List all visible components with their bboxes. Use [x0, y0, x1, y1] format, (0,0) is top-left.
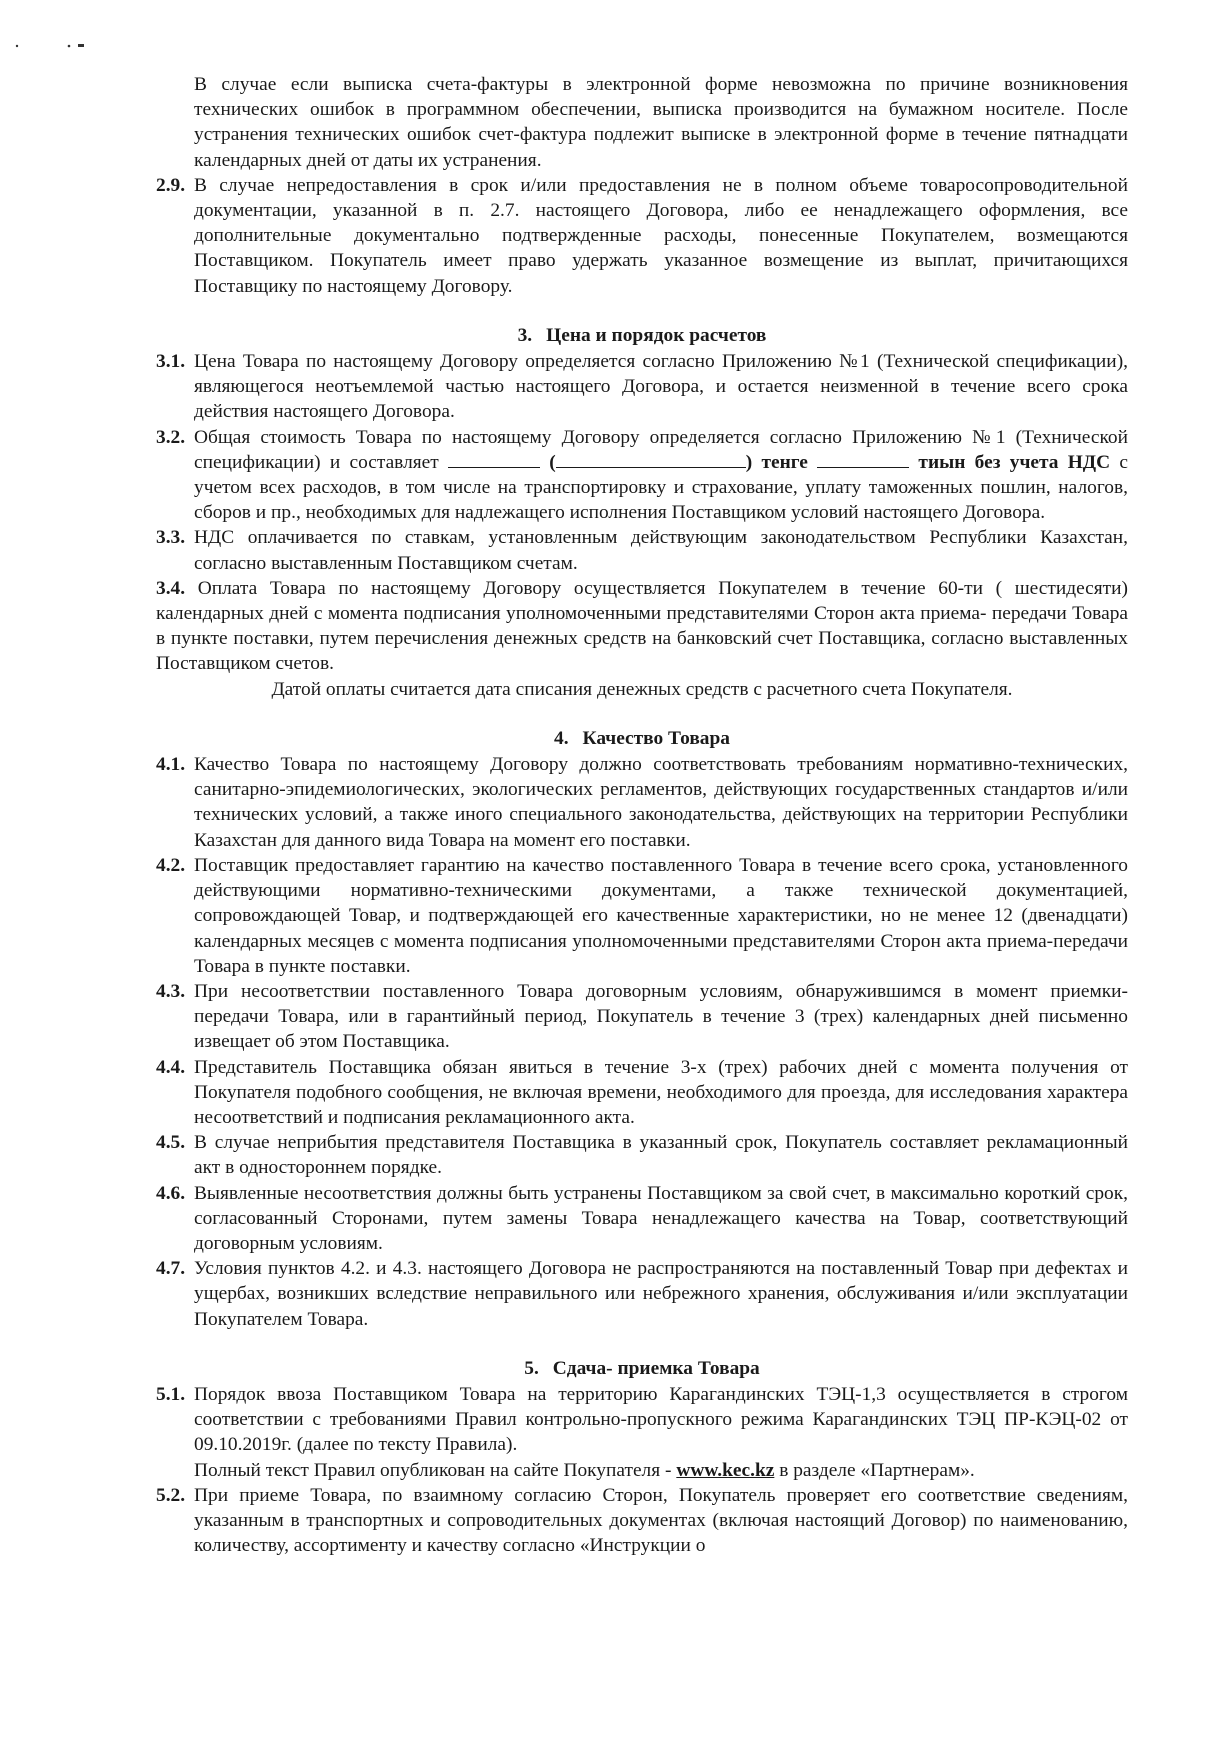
clause-text-part: Полный текст Правил опубликован на сайте Покупателя - — [194, 1459, 672, 1481]
clause-text-part: с учетом всех расходов, в том числе на транспортировку и страхование, уплату таможенных пошлин, налогов, сборов и пр., необходимых для надлежащего исполнения Поставщиком условий настоящего Договора. — [194, 451, 1128, 524]
clause-number: 2.9. — [156, 174, 186, 196]
clause-3-1 — [156, 349, 1128, 425]
clause-text — [194, 425, 1128, 526]
clause-text: При несоответствии поставленного Товара договорным условиям, обнаружившимся в момент приемки-передачи Товара, или в гарантийный период, Покупатель в течение 3 (трех) календарных дней письменно извещает об этом Поставщика. — [194, 980, 1128, 1053]
clause-3-4 — [156, 576, 1128, 677]
clause-text: Представитель Поставщика обязан явиться в течение 3-х (трех) рабочих дней с момента получения от Покупателя подобного сообщения, не включая времени, необходимого для проезда, для исследования характера несоответствий и подписания рекламационного акта. — [194, 1056, 1128, 1128]
clause-text: В случае непредоставления в срок и/или предоставления не в полном объеме товаросопроводительной документации, указанной в п. 2.7. настоящего Договора, либо ее ненадлежащего оформления, все дополнительные документально подтвержденные расходы, понесенные Покупателем, возмещаются Поставщиком. Покупатель имеет право удержать указанное возмещение из выплат, причитающихся Поставщику по настоящему Договору. — [194, 174, 1128, 297]
clause-number: 5.2. — [156, 1484, 186, 1506]
clause-text: Выявленные несоответствия должны быть устранены Поставщиком за свой счет, в максимально короткий срок, согласованный Сторонами, путем замены Товара ненадлежащего качества на Товар, соответствующий договорным условиям. — [194, 1182, 1128, 1254]
clause-3-2 — [156, 425, 1128, 526]
clause-number: 4.7. — [156, 1258, 186, 1280]
clause-5-2 — [156, 1483, 1128, 1559]
section-title: Качество Товара — [582, 727, 730, 749]
clause-4-5 — [156, 1130, 1128, 1180]
section-4-heading — [156, 726, 1128, 751]
clause-text — [194, 1382, 1128, 1483]
section-title: Сдача- приемка Товара — [552, 1357, 760, 1379]
clause-number: 3.4. — [156, 577, 186, 599]
clause-text: Цена Товара по настоящему Договору определяется согласно Приложению №1 (Технической спецификации), являющегося неотъемлемой частью настоящего Договора, и остается неизменной в течение всего срока действия настоящего Договора. — [194, 351, 1128, 423]
clause-number: 3.2. — [156, 426, 186, 448]
section-3-heading — [156, 323, 1128, 348]
section-number: 3. — [517, 324, 533, 346]
clause-4-6 — [156, 1181, 1128, 1257]
clause-4-2 — [156, 853, 1128, 979]
clause-text: Качество Товара по настоящему Договору должно соответствовать требованиям нормативно-технических, санитарно-эпидемиологических, экологических регламентов, действующих государственных стандартов и/или технических условий, а также иного специального законодательства, действующих на территории Республики Казахстан для данного вида Товара на момент его поставки. — [194, 754, 1128, 851]
section-title: Цена и порядок расчетов — [546, 324, 767, 346]
clause-text-part: в разделе «Партнерам». — [779, 1459, 975, 1481]
clause-5-1 — [156, 1382, 1128, 1483]
clause-text: При приеме Товара, по взаимному согласию Сторон, Покупатель проверяет его соответствие сведениям, указанным в транспортных и сопроводительных документах (включая настоящий Договор) по наименованию, количеству, ассортименту и качеству согласно «Инструкции о — [194, 1484, 1128, 1557]
clause-number: 5.1. — [156, 1383, 186, 1405]
website-link[interactable]: www.kec.kz — [676, 1459, 775, 1481]
clause-number: 4.6. — [156, 1182, 186, 1204]
section-number: 5. — [524, 1357, 539, 1379]
paren-open: ( — [549, 451, 556, 473]
clause-4-4 — [156, 1055, 1128, 1131]
paren-close: ) — [745, 451, 753, 473]
clause-text: Поставщик предоставляет гарантию на качество поставленного Товара в течение всего срока, установленного действующими нормативно-техническими документами, а также технической документацией, сопровождающей Товар, и подтверждающей его качественные характеристики, но не менее 12 (двенадцати) календарных месяцев с момента подписания уполномоченными представителями Сторон акта приема-передачи Товара в пункте поставки. — [194, 854, 1128, 977]
clause-text-part: Общая стоимость Товара по настоящему Договору определяется согласно Приложению №1 (Технической спецификации) и составляет — [194, 426, 1128, 473]
clause-text: НДС оплачивается по ставкам, установленным действующим законодательством Республики Казахстан, согласно выставленным Поставщиком счетам. — [194, 527, 1128, 574]
amount-words-blank — [556, 451, 746, 468]
clause-number: 3.3. — [156, 527, 186, 549]
tenge-label: тенге — [761, 451, 808, 473]
clause-4-3 — [156, 979, 1128, 1055]
clause-text-part: Порядок ввоза Поставщиком Товара на территорию Карагандинских ТЭЦ-1,3 осуществляется в строгом соответствии с требованиями Правил контрольно-пропускного режима Карагандинских ТЭЦ ПР-КЭЦ-02 от 09.10.2019г. (далее по тексту Правила). — [194, 1383, 1128, 1456]
clause-text: В случае неприбытия представителя Поставщика в указанный срок, Покупатель составляет рекламационный акт в одностороннем порядке. — [194, 1132, 1128, 1179]
clause-4-7 — [156, 1256, 1128, 1332]
payment-date-note: Датой оплаты считается дата списания денежных средств с расчетного счета Покупателя. — [271, 678, 1013, 700]
clause-number: 3.1. — [156, 351, 186, 373]
clause-text: Оплата Товара по настоящему Договору осуществляется Покупателем в течение 60-ти ( шестидесяти) календарных дней с момента подписания уполномоченными представителями Сторон акта приема- передачи Товара в пункте поставки, путем перечисления денежных средств на банковский счет Поставщика, согласно выставленных Поставщиком счетов. — [156, 577, 1128, 675]
clause-number: 4.5. — [156, 1132, 186, 1154]
clause-number: 4.2. — [156, 854, 186, 876]
clause-number: 4.4. — [156, 1056, 186, 1078]
tiyn-blank — [817, 451, 909, 468]
clause-4-1 — [156, 752, 1128, 853]
clause-3-3 — [156, 525, 1128, 575]
clause-2-9 — [156, 173, 1128, 299]
amount-blank — [448, 451, 540, 468]
section-5-heading — [156, 1356, 1128, 1381]
clause-number: 4.1. — [156, 754, 186, 776]
scan-specks — [14, 40, 104, 52]
clause-text: Условия пунктов 4.2. и 4.3. настоящего Договора не распространяются на поставленный Товар при дефектах и ущербах, возникших вследствие неправильного или небрежного хранения, обслуживания и/или эксплуатации Покупателем Товара. — [194, 1258, 1128, 1330]
clause-number: 4.3. — [156, 980, 186, 1002]
tiyn-label: тиын без учета НДС — [918, 451, 1111, 473]
document-body — [156, 72, 1128, 1558]
invoice-paragraph: В случае если выписка счета-фактуры в электронной форме невозможна по причине возникновения технических ошибок в программном обеспечении, выписка производится на бумажном носителе. После устранения технических ошибок счет-фактура подлежит выписке в электронной форме в течение пятнадцати календарных дней от даты их устранения. — [194, 74, 1128, 171]
section-number: 4. — [554, 727, 569, 749]
